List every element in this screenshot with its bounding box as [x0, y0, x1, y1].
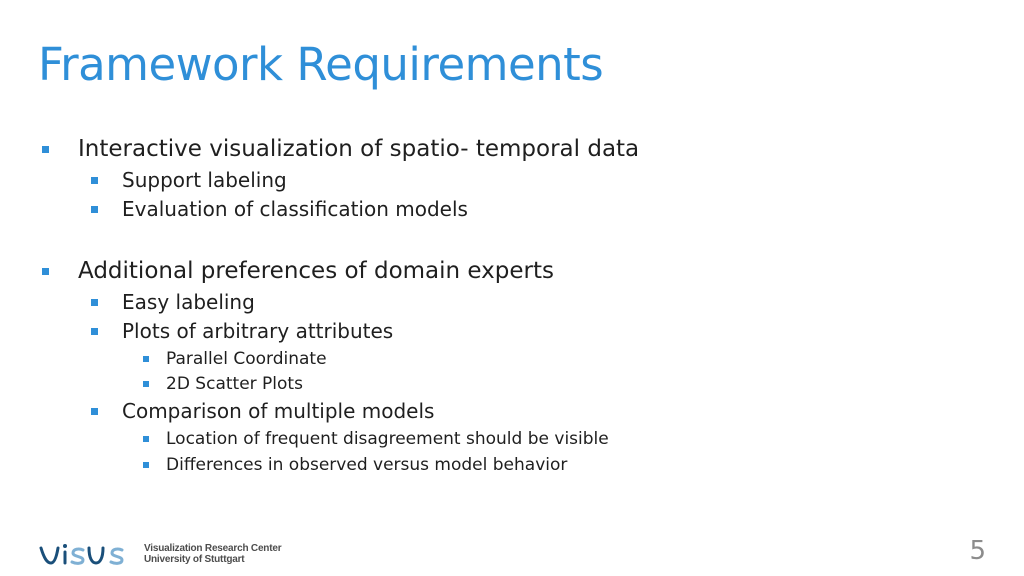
sub-bullet-item — [91, 319, 393, 343]
page-number: 5 — [969, 536, 986, 566]
bullet-text: Parallel Coordinate — [166, 349, 327, 369]
sub-sub-bullet-item — [143, 374, 303, 394]
square-bullet-icon — [91, 177, 98, 184]
slide-title: Framework Requirements — [38, 38, 604, 91]
bullet-text: Location of frequent disagreement should be visible — [166, 429, 609, 449]
square-bullet-icon — [143, 436, 149, 442]
bullet-item — [42, 258, 554, 284]
sub-bullet-item — [91, 168, 287, 192]
bullet-text: Comparison of multiple models — [122, 399, 435, 423]
logo-text-line-2: University of Stuttgart — [144, 554, 245, 565]
square-bullet-icon — [91, 299, 98, 306]
visus-logo-icon — [38, 540, 130, 568]
bullet-text: Differences in observed versus model behavior — [166, 455, 568, 475]
square-bullet-icon — [91, 408, 98, 415]
sub-bullet-item — [91, 399, 434, 423]
bullet-text: Additional preferences of domain experts — [78, 258, 554, 284]
square-bullet-icon — [42, 146, 49, 153]
square-bullet-icon — [91, 328, 98, 335]
logo-text-line-1: Visualization Research Center — [144, 543, 282, 554]
bullet-item — [42, 136, 639, 162]
bullet-text: Easy labeling — [122, 290, 255, 314]
bullet-text: 2D Scatter Plots — [166, 374, 303, 394]
sub-bullet-item — [91, 197, 468, 221]
square-bullet-icon — [143, 356, 149, 362]
bullet-text: Interactive visualization of spatio- temporal data — [78, 136, 640, 162]
sub-sub-bullet-item — [143, 455, 567, 475]
sub-sub-bullet-item — [143, 429, 609, 449]
footer-logo — [38, 540, 281, 568]
sub-sub-bullet-item — [143, 349, 327, 369]
bullet-text: Evaluation of classification models — [122, 197, 468, 221]
square-bullet-icon — [143, 462, 149, 468]
bullet-text: Support labeling — [122, 168, 287, 192]
sub-bullet-item — [91, 290, 255, 314]
bullet-text: Plots of arbitrary attributes — [122, 319, 394, 343]
square-bullet-icon — [42, 268, 49, 275]
square-bullet-icon — [143, 381, 149, 387]
logo-text — [144, 543, 281, 565]
square-bullet-icon — [91, 206, 98, 213]
